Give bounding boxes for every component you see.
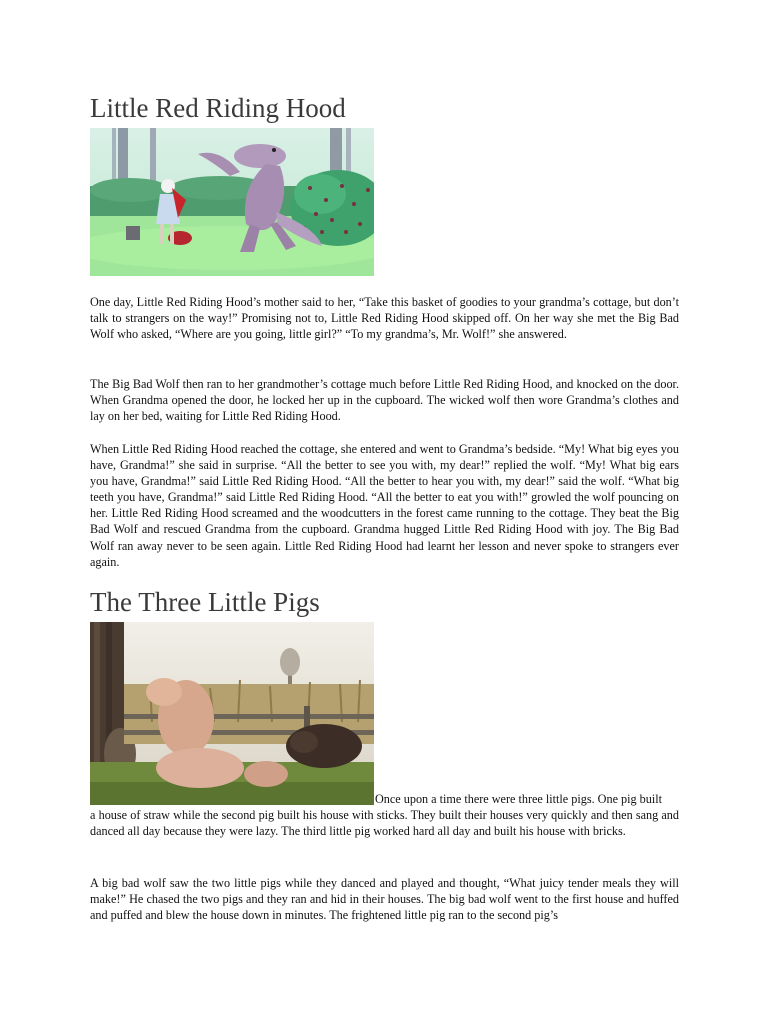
story2-paragraph-2: A big bad wolf saw the two little pigs while they danced and played and thought, “What juicy tender meals they will make!” He chased the two pigs and they ran and hid in their houses. The big bad wolf went to the first house and huffed and puffed and blew the house down in minutes. The frightened little pig ran to the second pig’s [90, 876, 679, 923]
story1-paragraph-3: When Little Red Riding Hood reached the cottage, she entered and went to Grandma’s bedside. “My! What big eyes you have, Grandma!” she said in surprise. “All the better to see you with, my dear!” replied the wolf. “My! What big ears you have, Grandma!” said Little Red Riding Hood. “All the better to hear you with, my dear!” said the wolf. “What big teeth you have, Grandma!” said Little Red Riding Hood. “All the better to eat you with!” growled the wolf pouncing on her. Little Red Riding Hood screamed and the woodcutters in the forest came running to the cottage. They beat the Big Bad Wolf and rescued Grandma from the cupboard. Grandma hugged Little Red Riding Hood with joy. The Big Bad Wolf ran away never to be seen again. Little Red Riding Hood had learnt her lesson and never spoke to strangers ever again. [90, 442, 679, 569]
story1-paragraph-2: The Big Bad Wolf then ran to her grandmother’s cottage much before Little Red Riding Hood, and knocked on the door. When Grandma opened the door, he locked her up in the cupboard. The wicked wolf then wore Grandma’s clothes and lay on her bed, waiting for Little Red Riding Hood. [90, 377, 679, 424]
story-title-three-little-pigs: The Three Little Pigs [90, 587, 320, 617]
red-riding-hood-illustration [90, 128, 374, 276]
story1-paragraph-1: One day, Little Red Riding Hood’s mother said to her, “Take this basket of goodies to your grandma’s cottage, but don’t talk to strangers on the way!” Promising not to, Little Red Riding Hood skipped off. On her way she met the Big Bad Wolf who asked, “Where are you going, little girl?” “To my grandma’s, Mr. Wolf!” she answered. [90, 295, 679, 342]
story-title-red-riding-hood: Little Red Riding Hood [90, 93, 346, 123]
story2-paragraph-1: a house of straw while the second pig built his house with sticks. They built their houses very quickly and then sang and danced all day because they were lazy. The third little pig worked hard all day and built his house with bricks. [90, 808, 679, 839]
story2-lead-text: Once upon a time there were three little pigs. One pig built [375, 792, 662, 806]
three-little-pigs-illustration [90, 622, 374, 805]
